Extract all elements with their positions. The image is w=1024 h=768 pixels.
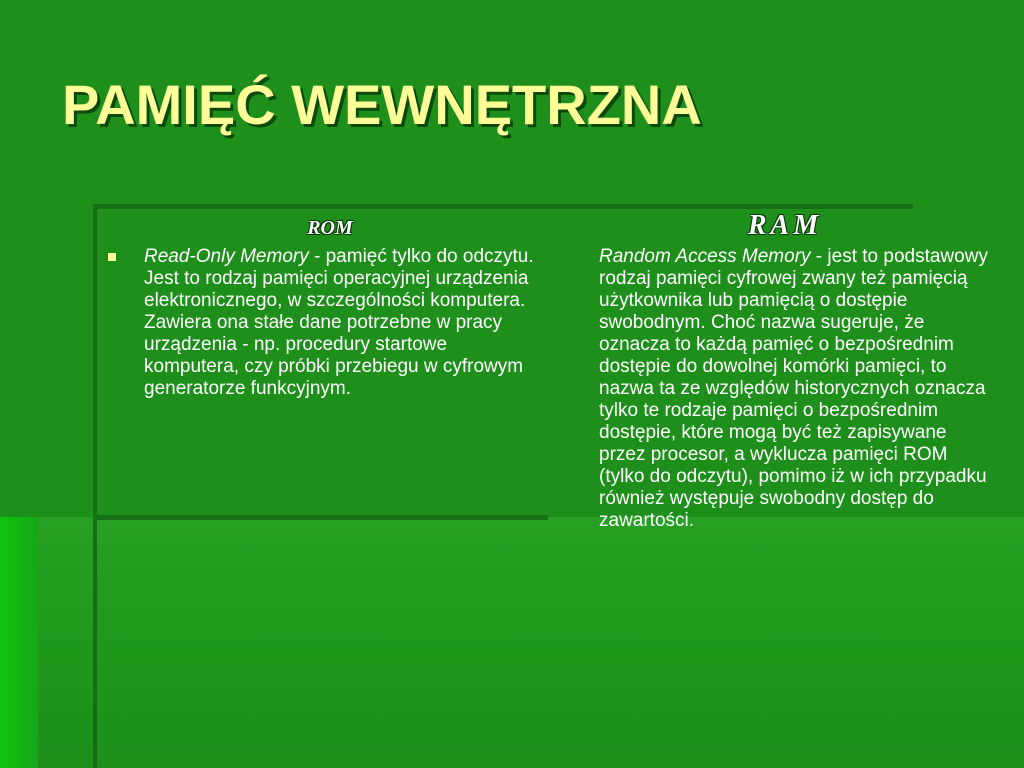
rom-description-text: - pamięć tylko do odczytu. Jest to rodzaj pamięci operacyjnej urządzenia elektronicznego, w szczególności komputera. Zawiera ona stałe dane potrzebne w pracy urządzenia - np. procedury startowe komputera, czy próbki przebiegu w cyfrowym generatorze funkcyjnym.: [144, 246, 534, 399]
rom-term: Read-Only Memory: [144, 246, 309, 267]
square-bullet-icon: [108, 253, 116, 261]
ram-description: [599, 246, 989, 532]
rom-heading: ROM: [307, 217, 353, 239]
background-lower-band: [38, 517, 1024, 768]
table-middle-border: [93, 515, 548, 520]
ram-description-text: - jest to podstawowy rodzaj pamięci cyfrowej zwany też pamięcią użytkownika lub pamięcią o dostępie swobodnym. Choć nazwa sugeruje, że oznacza to każdą pamięć o bezpośrednim dostępie do dowolnej komórki pamięci, to nazwa ta ze względów historycznych oznacza tylko te rodzaje pamięci o bezpośrednim dostępie, które mogą być też zapisywane przez procesor, a wyklucza pamięci ROM (tylko do odczytu), pomimo iż w ich przypadku również występuje swobodny dostęp do zawartości.: [599, 246, 988, 531]
background-left-strip: [0, 517, 38, 768]
ram-term: Random Access Memory: [599, 246, 811, 267]
table-left-border: [93, 205, 97, 768]
rom-description: [144, 246, 542, 400]
ram-heading: RAM: [747, 210, 823, 241]
slide-title: PAMIĘĆ WEWNĘTRZNA: [62, 73, 702, 136]
